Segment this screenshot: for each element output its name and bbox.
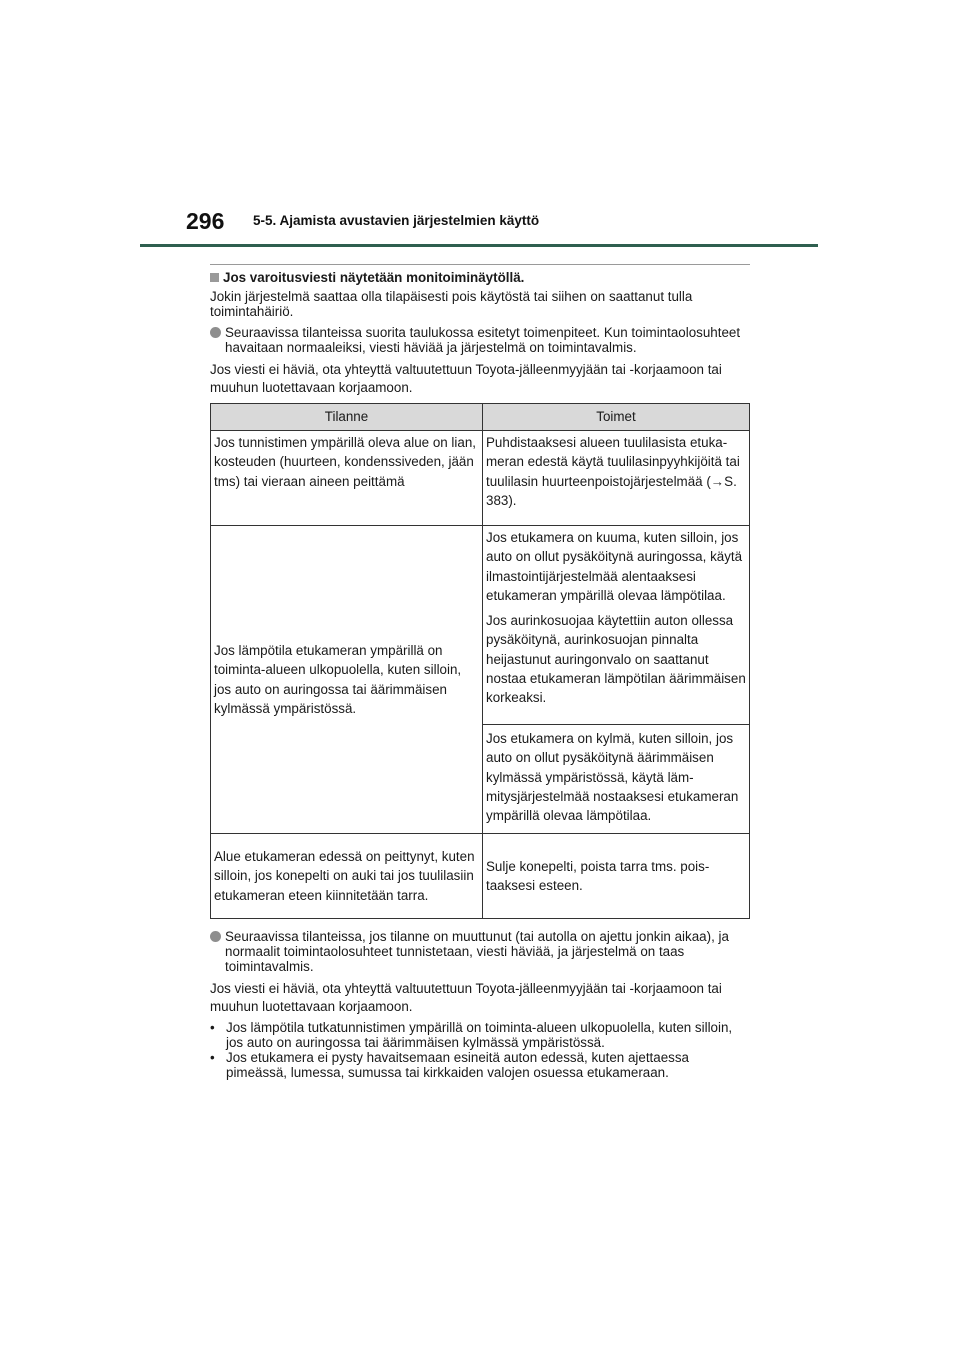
list-marker: •	[210, 1050, 215, 1065]
header-rule	[140, 244, 818, 247]
bullet-text: Seuraavissa tilanteissa suorita taulukossa esitetyt toimenpiteet. Kun toimintaolosuhteet havaitaan normaaleiksi, viesti häviää ja järjestelmä on toimintavalmis.	[225, 325, 741, 355]
contact-paragraph: Jos viesti ei häviä, ota yhteyttä valtuutettuun Toyota-jälleenmyyjään tai -korjaamoon tai muuhun luotettavaan korjaamoon.	[210, 981, 722, 1014]
table-cell-action: Puhdistaaksesi alueen tuulilasista etukameran edestä käytä tuulilasinpyyhkijöitä tai tuulilasin huurteenpoistojärjestelmää (→S. 383).	[483, 431, 750, 526]
action-paragraph: Jos etukamera on kuuma, kuten silloin, jos auto on ollut pysäköitynä auringossa, käytä ilmastointijärjestelmää alentaaksesi etukameran ympärillä olevaa lämpötilaa.	[486, 530, 743, 603]
section-title: 5-5. Ajamista avustavien järjestelmien käyttö	[253, 213, 540, 228]
page-number: 296	[186, 208, 225, 234]
intro-paragraph: Jokin järjestelmä saattaa olla tilapäisesti pois käytöstä tai siihen on saattanut tulla toimintahäiriö.	[210, 289, 693, 319]
table-header-situation: Tilanne	[211, 404, 483, 431]
page-content	[210, 264, 750, 1080]
table-cell-situation: Jos lämpötila etukameran ympärillä on toiminta-alueen ulkopuolella, kuten silloin, jos auto on auringossa tai äärimmäisen kylmässä ympäristössä.	[211, 526, 483, 834]
square-bullet-icon	[210, 273, 219, 282]
list-marker: •	[210, 1020, 215, 1035]
section-heading	[210, 270, 750, 285]
table-cell-action: Sulje konepelti, poista tarra tms. poistaaksesi esteen.	[483, 834, 750, 919]
table-cell-situation: Jos tunnistimen ympärillä oleva alue on lian, kosteuden (huurteen, kondenssiveden, jään tms) tai vieraan aineen peittämä	[211, 431, 483, 526]
table-header-actions: Toimet	[483, 404, 750, 431]
contact-paragraph: Jos viesti ei häviä, ota yhteyttä valtuutettuun Toyota-jälleenmyyjään tai -korjaamoon tai muuhun luotettavaan korjaamoon.	[210, 362, 722, 395]
table-cell-action: Jos etukamera on kylmä, kuten silloin, jos auto on ollut pysäköitynä äärimmäisen kylmässä ympäristössä, käytä lämmitysjärjestelmää nostaaksesi etukameran ympärillä olevaa lämpötilaa.	[483, 725, 750, 834]
table-cell-action	[483, 526, 750, 725]
table-header-row	[211, 404, 750, 431]
list-item-text: Jos etukamera ei pysty havaitsemaan esineitä auton edessä, kuten ajettaessa pimeässä, lumessa, sumussa tai kirkkaiden valojen osuessa etukameraan.	[226, 1050, 689, 1080]
table-cell-situation: Alue etukameran edessä on peittynyt, kuten silloin, jos konepelti on auki tai jos tuulilasiin etukameran eteen kiinnitetään tarra.	[211, 834, 483, 919]
table-row	[211, 834, 750, 919]
action-paragraph: Jos aurinkosuojaa käytettiin auton ollessa pysäköitynä, aurinkosuojan pinnalta heijastunut auringonvalo on saattanut nostaa etukameran lämpötilan äärimmäisen korkeaksi.	[486, 613, 746, 706]
table-row	[211, 526, 750, 725]
list-item	[210, 1050, 750, 1080]
situation-table	[210, 403, 750, 919]
bullet-item	[210, 929, 750, 974]
list-item-text: Jos lämpötila tutkatunnistimen ympärillä on toiminta-alueen ulkopuolella, kuten silloin, jos auto on auringossa tai äärimmäisen kylmässä ympäristössä.	[226, 1020, 733, 1050]
circle-bullet-icon	[210, 931, 221, 942]
bullet-text: Seuraavissa tilanteissa, jos tilanne on muuttunut (tai autolla on ajettu jonkin aikaa), ja normaalit toimintaolosuhteet tunnistetaan, viesti häviää, ja järjestelmä on taas toimintavalmis.	[225, 929, 729, 974]
condition-list	[210, 1020, 750, 1080]
list-item	[210, 1020, 750, 1050]
section-heading-text: Jos varoitusviesti näytetään monitoiminäytöllä.	[223, 270, 525, 285]
table-row	[211, 431, 750, 526]
section-divider	[210, 264, 750, 265]
circle-bullet-icon	[210, 327, 221, 338]
bullet-item	[210, 325, 750, 355]
